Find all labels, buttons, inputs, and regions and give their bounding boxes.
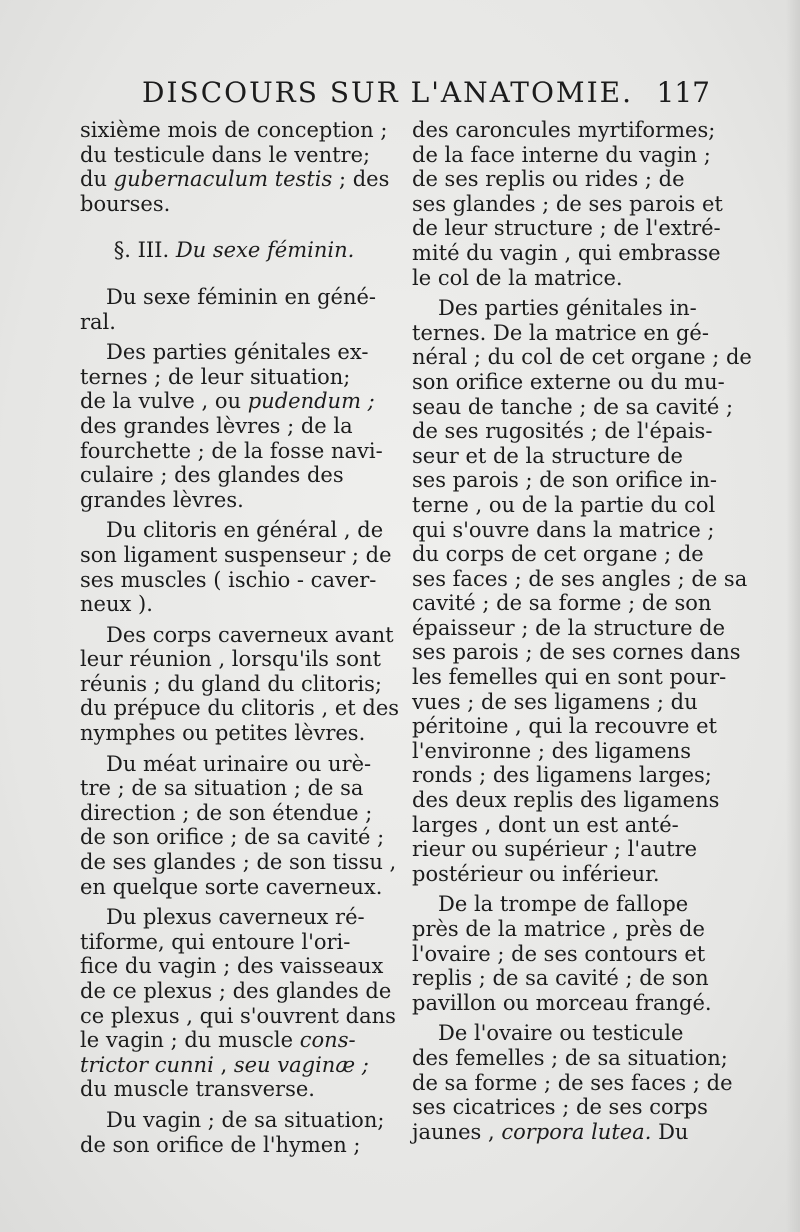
text-line: De la trompe de fallope <box>438 892 689 917</box>
paragraph <box>412 1021 733 1144</box>
text-line: sixième mois de conception ; <box>80 118 388 142</box>
text-line: réunis ; du gland du clitoris; <box>80 671 382 696</box>
italic-term: corpora lutea. <box>501 1119 652 1144</box>
running-title: DISCOURS SUR L'ANATOMIE. <box>142 76 633 109</box>
text-line: de ses replis ou rides ; de <box>412 167 685 192</box>
text-line: du prépuce du clitoris , et des <box>80 696 400 721</box>
text-line: mité du vagin , qui embrasse <box>412 240 721 265</box>
text-line: qui s'ouvre dans la matrice ; <box>412 517 715 542</box>
text-line: péritoine , qui la recouvre et <box>412 714 717 739</box>
text-line: larges , dont un est anté- <box>412 812 679 837</box>
text-line: ses parois ; de ses cornes dans <box>412 640 741 665</box>
text-line: le vagin ; du muscle cons- <box>80 1028 356 1053</box>
text-line: direction ; de son étendue ; <box>80 800 373 825</box>
text-line: épaisseur ; de la structure de <box>412 615 726 640</box>
text-line: terne , ou de la partie du col <box>412 492 716 517</box>
text-line: le col de la matrice. <box>412 265 623 290</box>
text-line: ral. <box>80 309 116 334</box>
text-line: grandes lèvres. <box>80 487 244 512</box>
text-line: ronds ; des ligamens larges; <box>412 763 712 788</box>
text-line: tre ; de sa situation ; de sa <box>80 776 364 801</box>
text-line: ses cicatrices ; de ses corps <box>412 1095 708 1120</box>
text-line: les femelles qui en sont pour- <box>412 665 727 690</box>
text-line: jaunes , corpora lutea. Du <box>412 1119 689 1144</box>
text-line: ternes ; de leur situation; <box>80 364 351 389</box>
italic-term: trictor cunni <box>80 1052 214 1077</box>
italic-term: gubernaculum testis <box>113 167 333 192</box>
italic-term: seu vaginæ ; <box>233 1052 369 1077</box>
text-line: tiforme, qui entoure l'ori- <box>80 929 351 954</box>
text-line: trictor cunni , seu vaginæ ; <box>80 1052 369 1077</box>
right-column <box>412 118 752 1144</box>
paragraph <box>80 622 400 746</box>
text-line: seau de tanche ; de sa cavité ; <box>412 394 734 419</box>
text-line: fice du vagin ; des vaisseaux <box>80 954 384 979</box>
text-line: fourchette ; de la fosse navi- <box>80 438 383 463</box>
text-line: de son orifice ; de sa cavité ; <box>80 825 385 850</box>
paragraph <box>80 1108 388 1157</box>
text-line: de la face interne du vagin ; <box>412 142 711 167</box>
text-line: en quelque sorte caverneux. <box>80 874 383 899</box>
paragraph <box>80 751 397 900</box>
text-line: ses glandes ; de ses parois et <box>412 191 723 216</box>
text-line: Du méat urinaire ou urè- <box>106 751 372 776</box>
text-line: ses faces ; de ses angles ; de sa <box>412 566 748 591</box>
text-line: bourses. <box>80 191 171 216</box>
text-line: pavillon ou morceau frangé. <box>412 990 712 1015</box>
text-line: l'environne ; des ligamens <box>412 738 691 763</box>
italic-term: pudendum ; <box>247 389 375 414</box>
text-line: des femelles ; de sa situation; <box>412 1045 728 1070</box>
text-line: Du plexus caverneux ré- <box>106 905 365 930</box>
text-line: des grandes lèvres ; de la <box>80 413 353 438</box>
text-line: du corps de cet organe ; de <box>412 542 704 567</box>
section-heading: §. III. Du sexe féminin. <box>113 238 355 263</box>
text-line: Du clitoris en général , de <box>106 518 384 543</box>
text-line: du testicule dans le ventre; <box>80 142 371 167</box>
text-line: de la vulve , ou pudendum ; <box>80 389 375 414</box>
text-line: ses muscles ( ischio - caver- <box>80 567 377 592</box>
text-line: Du vagin ; de sa situation; <box>106 1107 385 1132</box>
text-line: culaire ; des glandes des <box>80 463 344 488</box>
left-column <box>80 118 400 1157</box>
text-line: cavité ; de sa forme ; de son <box>412 591 712 616</box>
section-heading-italic: Du sexe féminin. <box>175 238 355 263</box>
text-line: près de la matrice , près de <box>412 917 705 941</box>
text-line: son ligament suspenseur ; de <box>80 542 392 567</box>
text-line: des caroncules myrtiformes; <box>412 118 716 142</box>
text-line: de son orifice de l'hymen ; <box>80 1132 361 1157</box>
text-line: nymphes ou petites lèvres. <box>80 721 366 746</box>
text-line: leur réunion , lorsqu'ils sont <box>80 647 381 672</box>
paragraph <box>412 892 716 1015</box>
text-line: De l'ovaire ou testicule <box>438 1021 684 1046</box>
right-paragraphs <box>412 118 752 1144</box>
text-line: de ses glandes ; de son tissu , <box>80 850 397 875</box>
text-line: du muscle transverse. <box>80 1077 315 1102</box>
text-line: néral ; du col de cet organe ; de <box>412 345 752 370</box>
text-line: ses parois ; de son orifice in- <box>412 468 717 493</box>
text-line: de ce plexus ; des glandes de <box>80 979 392 1003</box>
text-line: l'ovaire ; de ses contours et <box>412 941 706 966</box>
paragraph <box>80 285 388 334</box>
paragraph <box>80 518 392 617</box>
page-edge-shadow <box>786 0 800 1232</box>
text-line: Des corps caverneux avant <box>106 622 394 647</box>
text-line: Du sexe féminin en géné- <box>106 284 377 309</box>
text-line: de leur structure ; de l'extré- <box>412 216 721 241</box>
text-line: son orifice externe ou du mu- <box>412 369 725 394</box>
page-number: 117 <box>656 76 710 109</box>
text-line: ce plexus , qui s'ouvrent dans <box>80 1003 396 1028</box>
paragraph <box>412 296 752 886</box>
page-header <box>80 74 720 114</box>
italic-term: cons- <box>299 1028 356 1053</box>
text-line: du gubernaculum testis ; des <box>80 167 390 192</box>
text-line: de sa forme ; de ses faces ; de <box>412 1070 733 1095</box>
text-line: Des parties génitales ex- <box>106 340 369 365</box>
paragraph <box>80 905 396 1102</box>
text-line: Des parties génitales in- <box>438 296 697 321</box>
text-line: postérieur ou inférieur. <box>412 861 660 886</box>
text-line: rieur ou supérieur ; l'autre <box>412 837 698 862</box>
paragraph <box>412 118 723 290</box>
text-line: replis ; de sa cavité ; de son <box>412 966 709 991</box>
text-line: ternes. De la matrice en gé- <box>412 320 709 345</box>
text-line: vues ; de ses ligamens ; du <box>412 689 698 714</box>
left-paragraphs <box>80 284 400 1157</box>
paragraph <box>80 340 388 512</box>
text-line: neux ). <box>80 592 153 617</box>
text-line: seur et de la structure de <box>412 443 683 468</box>
text-line: de ses rugosités ; de l'épais- <box>412 419 713 444</box>
text-line: des deux replis des ligamens <box>412 788 720 813</box>
